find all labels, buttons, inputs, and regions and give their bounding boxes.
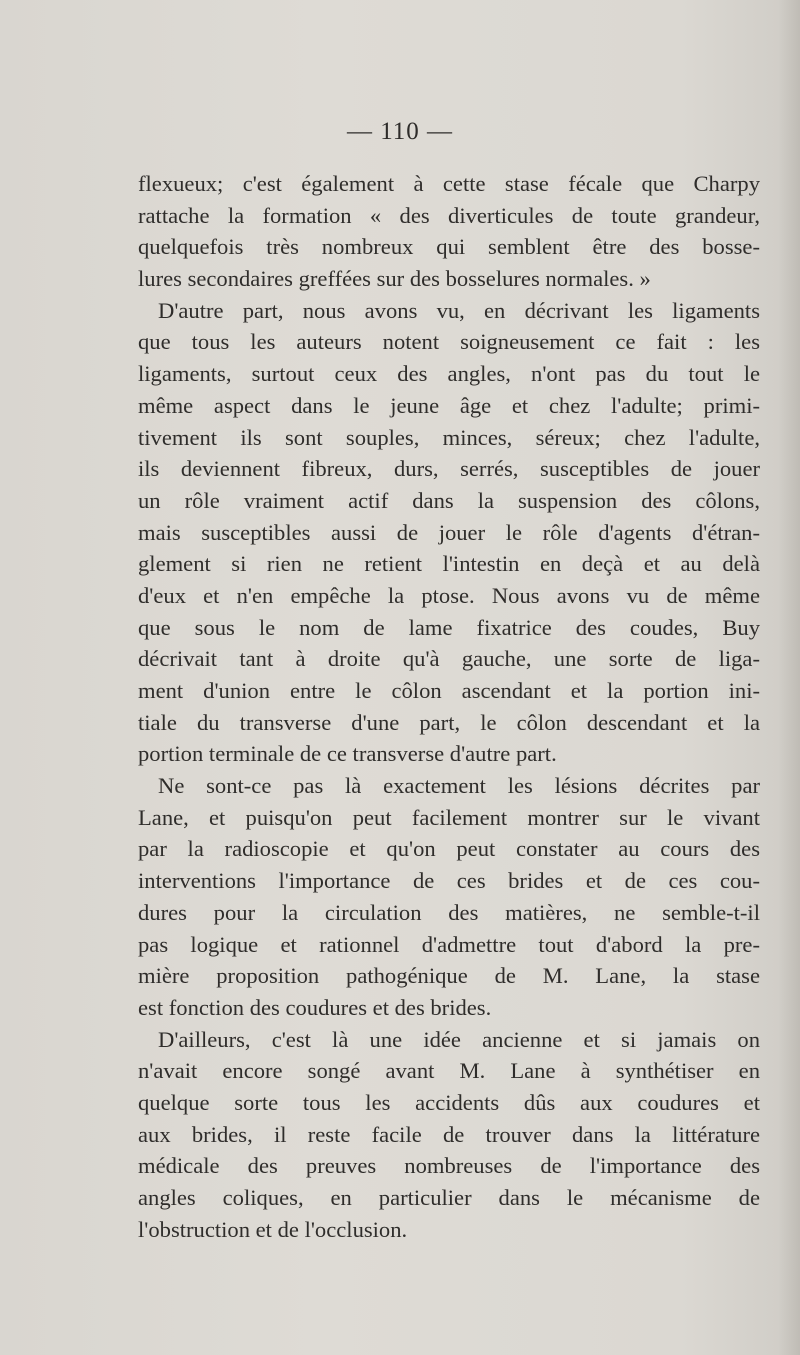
- text-line: n'avait encore songé avant M. Lane à synthétiser en: [138, 1058, 760, 1084]
- text-line: par la radioscopie et qu'on peut constater au cours des: [138, 836, 760, 862]
- text-line: D'autre part, nous avons vu, en décrivant les ligaments: [158, 297, 760, 323]
- text-line: d'eux et n'en empêche la ptose. Nous avons vu de même: [138, 582, 760, 608]
- text-line: pas logique et rationnel d'admettre tout d'abord la pre-: [138, 931, 760, 957]
- text-line: quelque sorte tous les accidents dûs aux coudures et: [138, 1089, 760, 1115]
- text-line: décrivait tant à droite qu'à gauche, une sorte de liga-: [138, 646, 760, 672]
- text-line: rattache la formation « des diverticules de toute grandeur,: [138, 202, 760, 228]
- text-line: aux brides, il reste facile de trouver dans la littérature: [138, 1121, 760, 1147]
- text-line: ligaments, surtout ceux des angles, n'ont pas du tout le: [138, 361, 760, 387]
- page-number: — 110 —: [346, 118, 454, 145]
- text-line: lures secondaires greffées sur des bosselures normales. »: [138, 266, 651, 292]
- text-line: interventions l'importance de ces brides et de ces cou-: [138, 868, 760, 894]
- text-line: médicale des preuves nombreuses de l'importance des: [138, 1153, 760, 1179]
- text-line: angles coliques, en particulier dans le mécanisme de: [138, 1185, 760, 1210]
- text-line: un rôle vraiment actif dans la suspension des côlons,: [138, 487, 760, 513]
- text-line: l'obstruction et de l'occlusion.: [138, 1216, 408, 1242]
- text-line: tiale du transverse d'une part, le côlon descendant et la: [138, 709, 760, 735]
- text-line: que tous les auteurs notent soigneusement ce fait : les: [138, 329, 760, 355]
- body-text: [138, 168, 760, 1245]
- text-line: glement si rien ne retient l'intestin en deçà et au delà: [138, 551, 760, 577]
- text-line: mière proposition pathogénique de M. Lane, la stase: [138, 963, 760, 989]
- page-edge-shadow: [778, 0, 800, 1355]
- text-line: Lane, et puisqu'on peut facilement montrer sur le vivant: [138, 804, 760, 830]
- text-line: même aspect dans le jeune âge et chez l'adulte; primi-: [138, 392, 760, 418]
- text-line: que sous le nom de lame fixatrice des coudes, Buy: [138, 614, 760, 640]
- text-line: est fonction des coudures et des brides.: [138, 994, 492, 1020]
- text-line: Ne sont-ce pas là exactement les lésions décrites par: [158, 773, 760, 799]
- text-line: dures pour la circulation des matières, ne semble-t-il: [138, 899, 760, 925]
- text-line: mais susceptibles aussi de jouer le rôle d'agents d'étran-: [138, 519, 760, 545]
- text-line: ment d'union entre le côlon ascendant et la portion ini-: [138, 678, 760, 703]
- text-line: flexueux; c'est également à cette stase fécale que Charpy: [138, 171, 760, 196]
- text-line: D'ailleurs, c'est là une idée ancienne et si jamais on: [158, 1026, 760, 1052]
- text-line: tivement ils sont souples, minces, séreux; chez l'adulte,: [138, 424, 760, 450]
- text-line: quelquefois très nombreux qui semblent être des bosse-: [138, 234, 760, 260]
- text-line: portion terminale de ce transverse d'autre part.: [138, 741, 557, 767]
- text-line: ils deviennent fibreux, durs, serrés, susceptibles de jouer: [138, 456, 760, 482]
